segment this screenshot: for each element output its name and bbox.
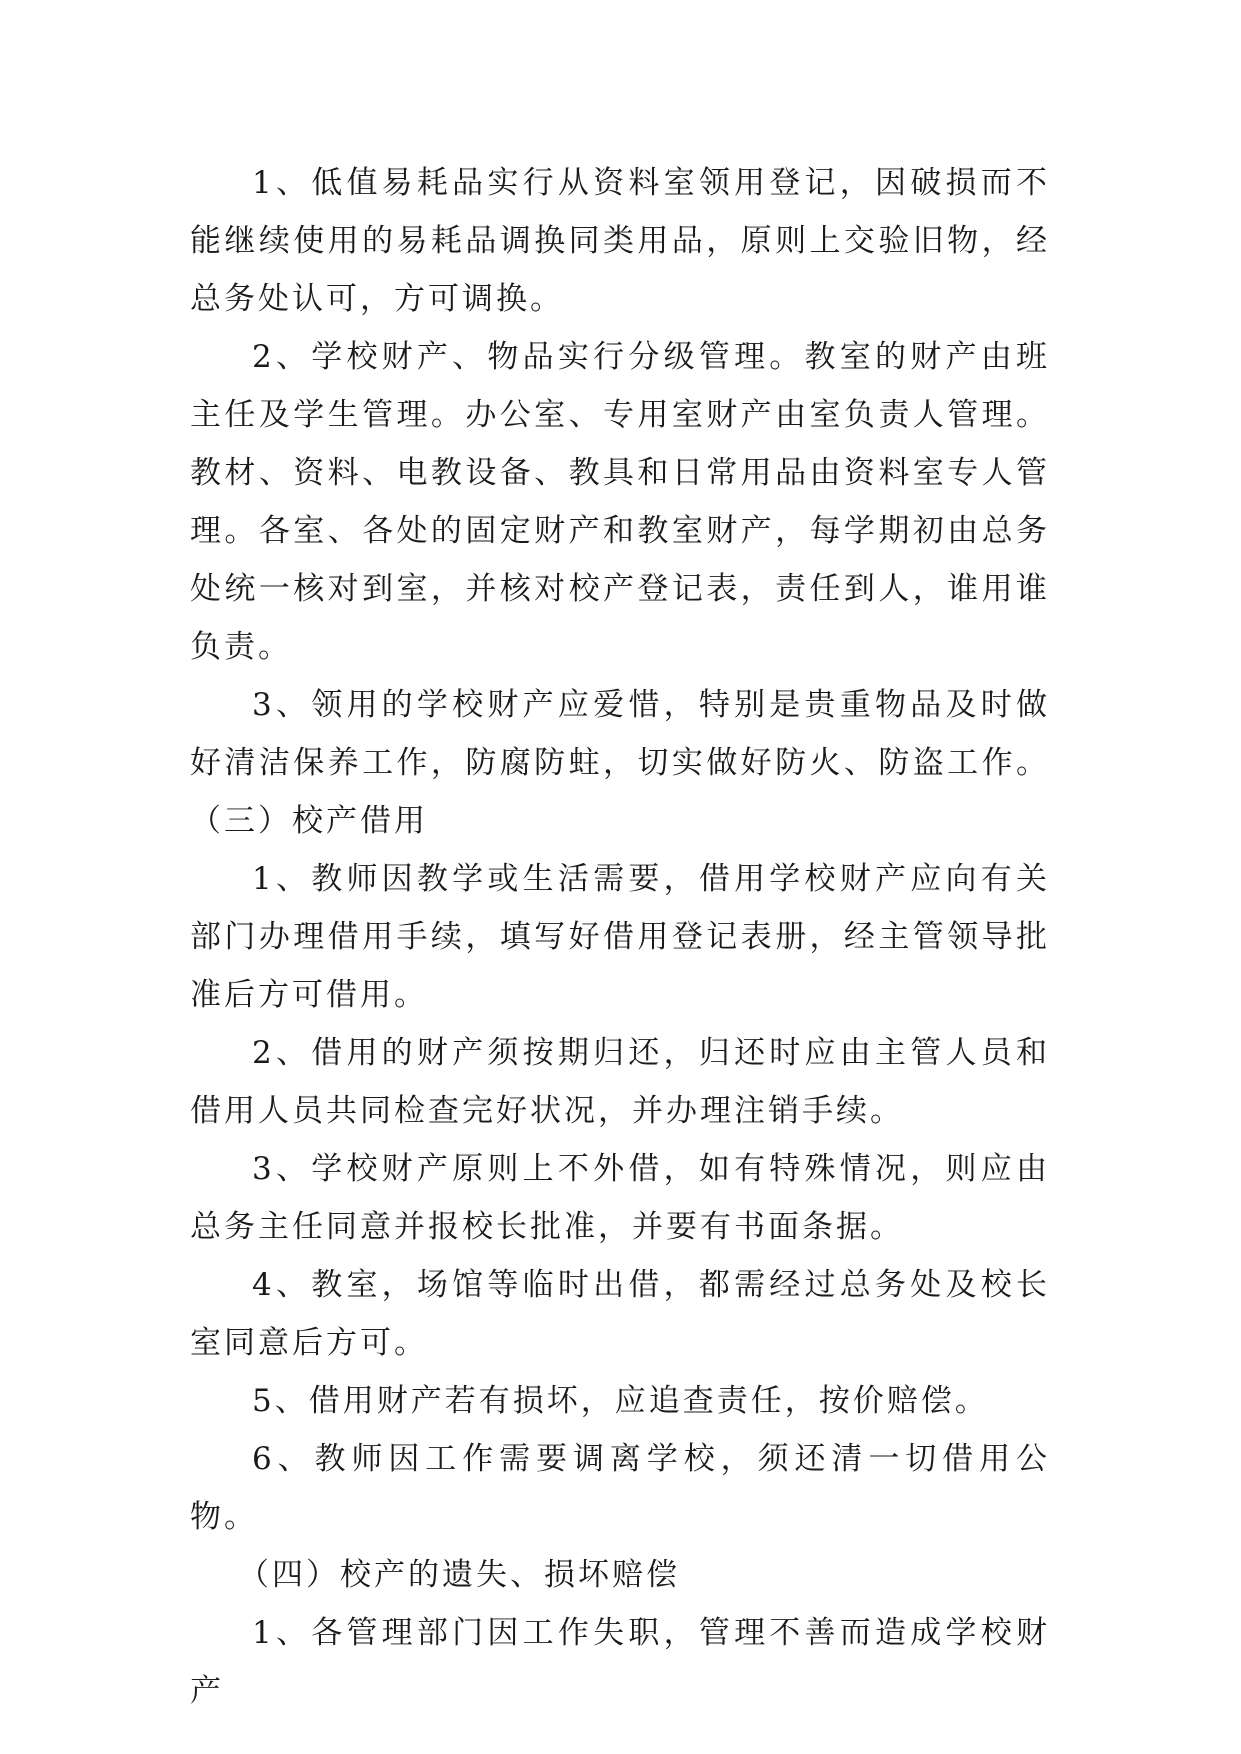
paragraph-tiered-management: 2、学校财产、物品实行分级管理。教室的财产由班主任及学生管理。办公室、专用室财产由室负责人管理。教材、资料、电教设备、教具和日常用品由资料室专人管理。各室、各处的固定财产和教室财产，每学期初由总务处统一核对到室，并核对校产登记表，责任到人，谁用谁负责。: [190, 339, 1050, 665]
document-body: [190, 154, 1050, 1720]
paragraph-management-negligence: 1、各管理部门因工作失职，管理不善而造成学校财产: [190, 1615, 1050, 1709]
paragraph-damage-compensation: 5、借用财产若有损坏，应追查责任，按价赔偿。: [252, 1383, 989, 1419]
paragraph-care-of-property: 3、领用的学校财产应爱惜，特别是贵重物品及时做好清洁保养工作，防腐防蛀，切实做好防火、防盗工作。（三）校产借用: [190, 687, 1050, 839]
paragraph-no-external-lending: 3、学校财产原则上不外借，如有特殊情况，则应由总务主任同意并报校长批准，并要有书面条据。: [190, 1151, 1050, 1245]
section-heading-loss-damage: （四）校产的遗失、损坏赔偿: [238, 1557, 680, 1593]
paragraph-transfer-return: 6、教师因工作需要调离学校，须还清一切借用公物。: [190, 1441, 1050, 1535]
paragraph-venue-lending: 4、教室，场馆等临时出借，都需经过总务处及校长室同意后方可。: [190, 1267, 1050, 1361]
paragraph-consumables: 1、低值易耗品实行从资料室领用登记，因破损而不能继续使用的易耗品调换同类用品，原则上交验旧物，经总务处认可，方可调换。: [190, 165, 1050, 317]
paragraph-borrowing-procedure: 1、教师因教学或生活需要，借用学校财产应向有关部门办理借用手续，填写好借用登记表册，经主管领导批准后方可借用。: [190, 861, 1050, 1013]
paragraph-return-deadline: 2、借用的财产须按期归还，归还时应由主管人员和借用人员共同检查完好状况，并办理注销手续。: [190, 1035, 1050, 1129]
